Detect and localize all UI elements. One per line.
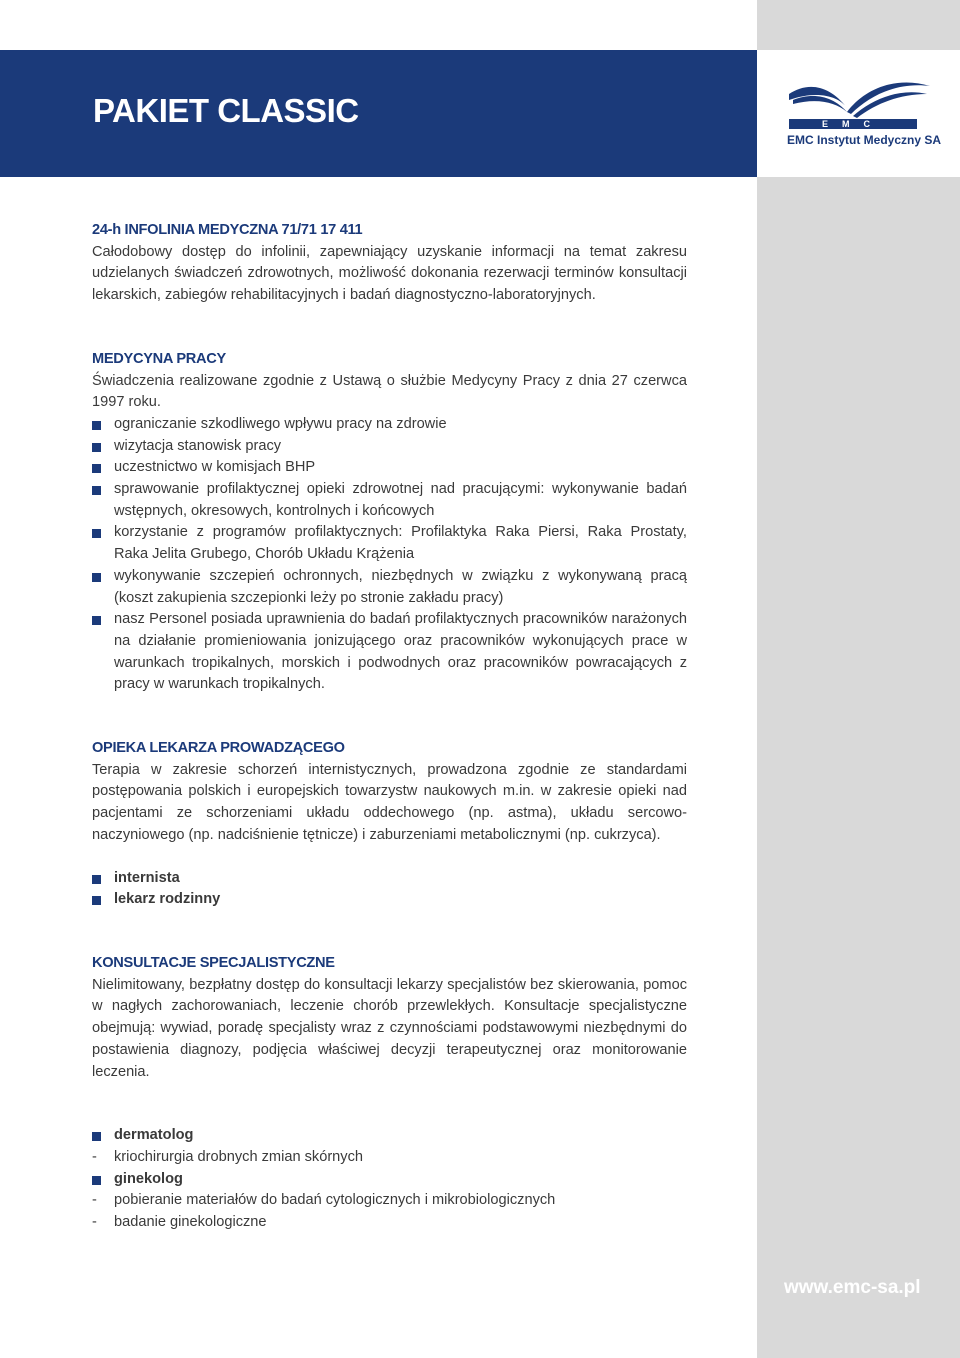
section-title: 24-h INFOLINIA MEDYCZNA 71/71 17 411 <box>92 222 363 238</box>
dash-marker: - <box>92 1214 97 1231</box>
side-strip <box>757 0 960 1358</box>
bullet-list <box>92 868 687 911</box>
list-item: ograniczanie szkodliwego wpływu pracy na zdrowie <box>92 414 687 436</box>
main-content <box>92 220 687 1234</box>
list-item: ginekolog <box>92 1169 687 1191</box>
section-text: Nielimitowany, bezpłatny dostęp do konsultacji lekarzy specjalistów bez skierowania, pomoc w nagłych zachorowaniach, leczenie chorób przewlekłych. Konsultacje specjalistyczne obejmują: wywiad, poradę specjalisty wraz z czynnościami podstawowymi niezbędnymi do postawienia diagnozy, podjęcia właściwej decyzji terapeutycznej oraz monitorowanie leczenia. <box>92 976 687 1080</box>
section-title: MEDYCYNA PRACY <box>92 350 226 367</box>
page-title: PAKIET CLASSIC <box>93 92 359 129</box>
list-item: wykonywanie szczepień ochronnych, niezbędnych w związku z wykonywaną pracą (koszt zakupienia szczepionki leży po stronie zakładu pracy) <box>92 566 687 609</box>
section-title: KONSULTACJE SPECJALISTYCZNE <box>92 954 335 971</box>
list-item: dermatolog <box>92 1125 687 1147</box>
list-item: sprawowanie profilaktycznej opieki zdrowotnej nad pracującymi: wykonywanie badań wstępnych, okresowych, kontrolnych i końcowych <box>92 479 687 522</box>
sub-item-text: kriochirurgia drobnych zmian skórnych <box>114 1148 364 1165</box>
section-text: Całodobowy dostęp do infolinii, zapewniający uzyskanie informacji na temat zakresu udzielanych świadczeń zdrowotnych, możliwość dokonania rezerwacji terminów konsultacji lekarskich, zabiegów rehabilitacyjnych i badań diagnostyczno-laboratoryjnych. <box>92 243 687 304</box>
dash-marker: - <box>92 1148 97 1165</box>
list-item: lekarz rodzinny <box>92 889 687 911</box>
sub-item <box>92 1212 687 1234</box>
dash-marker: - <box>92 1192 97 1209</box>
list-item: korzystanie z programów profilaktycznych: Profilaktyka Raka Piersi, Raka Prostaty, Raka Jelita Grubego, Chorób Układu Krążenia <box>92 522 687 565</box>
section-medycyna-pracy <box>92 349 687 696</box>
logo-company-name: EMC Instytut Medyczny SA <box>787 133 942 147</box>
sub-item <box>92 1147 687 1169</box>
bird-logo-icon <box>787 78 932 123</box>
logo <box>757 50 960 177</box>
list-item: internista <box>92 868 687 890</box>
section-infolinia <box>92 220 687 307</box>
bullet-list <box>92 1169 687 1191</box>
sub-item-text: badanie ginekologiczne <box>114 1214 267 1231</box>
section-text: Świadczenia realizowane zgodnie z Ustawą o służbie Medycyny Pracy z dnia 27 czerwca 1997 roku. <box>92 372 687 411</box>
sub-item <box>92 1190 687 1212</box>
bullet-list <box>92 414 687 696</box>
list-item: wizytacja stanowisk pracy <box>92 436 687 458</box>
list-item: nasz Personel posiada uprawnienia do badań profilaktycznych pracowników narażonych na działanie promieniowania jonizującego oraz pracowników wykonujących prace w warunkach tropikalnych, morskich i podwodnych oraz pracowników powracających z pracy w warunkach tropikalnych. <box>92 609 687 696</box>
list-item: uczestnictwo w komisjach BHP <box>92 457 687 479</box>
logo-band: EMC <box>789 119 917 129</box>
section-konsultacje <box>92 953 687 1234</box>
section-opieka <box>92 738 687 911</box>
website-url: www.emc-sa.pl <box>784 1277 921 1298</box>
bullet-list <box>92 1125 687 1147</box>
section-title: OPIEKA LEKARZA PROWADZĄCEGO <box>92 740 345 757</box>
sub-item-text: pobieranie materiałów do badań cytologicznych i mikrobiologicznych <box>114 1192 556 1209</box>
section-text: Terapia w zakresie schorzeń internistycznych, prowadzona zgodnie ze standardami postępowania polskich i europejskich towarzystw naukowych m.in. w zakresie opieki nad pacjentami ze schorzeniami układu oddechowego (np. astma), układu sercowo-naczyniowego (np. nadciśnienie tętnicze) i zaburzeniami metabolicznymi (np. cukrzyca). <box>92 761 687 843</box>
